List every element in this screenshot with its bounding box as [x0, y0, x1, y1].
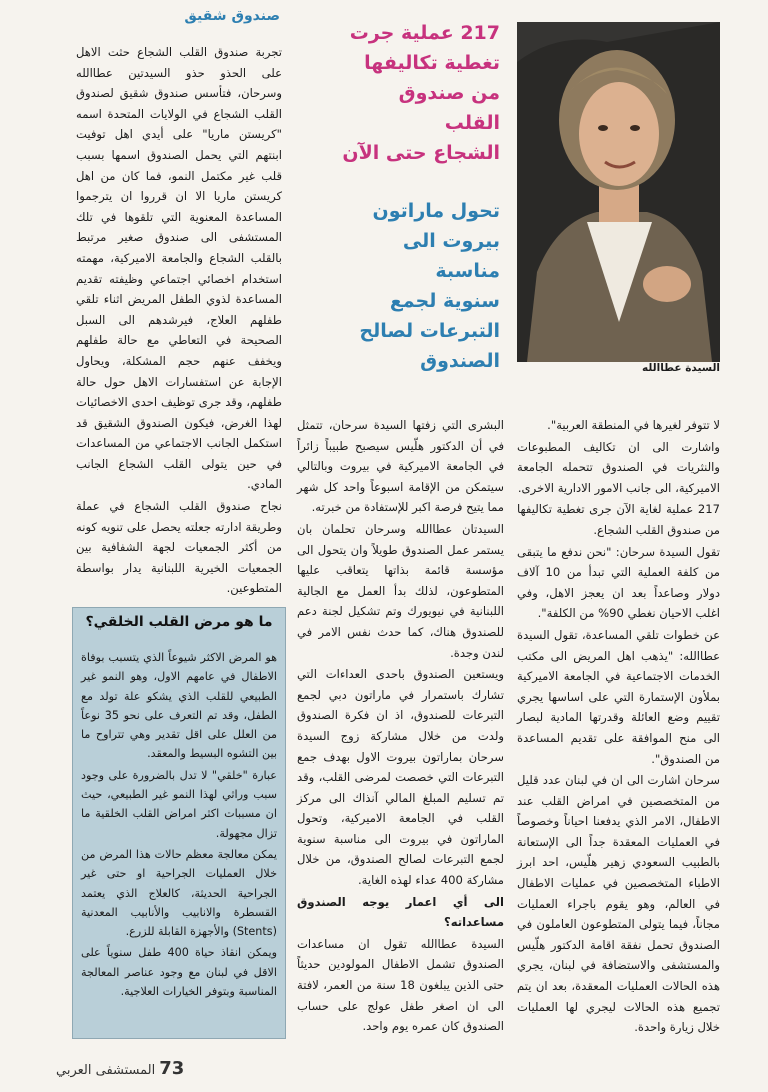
subheadline-line-4: التبرعات لصالح [359, 320, 500, 342]
article-column-right [517, 415, 720, 1039]
subheadline-line-3: سنوية لجمع [389, 290, 500, 312]
subheadline-line-5: الصندوق [420, 350, 500, 372]
article-column-middle [297, 415, 504, 1038]
magazine-name: المستشفى العربي [56, 1063, 156, 1078]
subheadline-line-2: بيروت الى مناسبة [402, 230, 500, 282]
portrait-illustration [517, 22, 720, 362]
paragraph: 217 عملية لغاية الآن جرى تغطية تكاليفها من صندوق القلب الشجاع. [517, 502, 720, 537]
paragraph: نجاح صندوق القلب الشجاع في عملة وطريقة ادارته جعلته يحصل على تنويه كونه من أكثر الجمعيات لجهة الشفافية بين الجمعيات الخيرية اللبنانية يدار بواسطة المتطوعين. [76, 499, 282, 596]
paragraph: تجربة صندوق القلب الشجاع حثت الاهل على الحذو حذو السيدتين عطاالله وسرحان، فتأسس صندوق شقيق لصندوق القلب الشجاع في الولايات المتحدة اسمه "كريستن ماريا" على أيدي اهل توفيت ابنتهم التي يحمل الصندوق اسمها بسبب قلب غير مكتمل النمو، فما كان من اهل كريستن ماريا الا ان قرروا ان يترجموا المساعدة المعنوية التي تلقوها في تلك المستشفى الى صندوق صغير مرتبط بالقلب الشجاع والجامعة الاميركية، مهمته استخدام اخصائي اجتماعي وظيفته تقديم المساعدة لذوي الطفل المريض اثناء تلقي طفلهم العلاج، فيرشدهم الى السبل الصحيحة في التعاطي مع حالة طفلهم ويخفف عنهم حجم المشكلة، ويحاول الإجابة عن استفسارات الاهل حول حالة طفلهم، وقد جرى توظيف احدى الاخصائيات لهذا الغرض، فيكون الصندوق الشقيق قد استكمل الجانب الاجتماعي من المساعدات في حين يتولى القلب الشجاع الجانب المادي. [76, 45, 282, 492]
paragraph: سرحان اشارت الى ان في لبنان عدد قليل من المتخصصين في امراض القلب عند الاطفال، الامر الذي يدفعنا احياناً وخصوصاً في العمليات المعقدة جداً الى الإستعانة بالطبيب السعودي زهير هلّيس، احد ابرز الاطباء المتخصصين في عمليات الاطفال في العالم، وهو يقوم باجراء العمليات مجاناً، فيما يتولى المتطوعون العاملون في الصندوق تحمل نفقة اقامة الدكتور هلّيس والمستشفى والاستضافة في لبنان، يجري هذه الحالات العمليات المعقدة، بعد ان يتم تجميع هذه الحالات ليجري لها العمليات خلال زيارة واحدة. [517, 773, 720, 1035]
paragraph: لا تتوفر لغيرها في المنطقة العربية". [547, 418, 720, 432]
section-title-sister-fund: صندوق شقيق [184, 8, 280, 24]
paragraph: تقول السيدة سرحان: "نحن ندفع ما يتبقى من كلفة العملية التي تبدأ من 10 آلاف دولار وصاعداً بعد ان يعجز الاهل، وفي اغلب الاحيان نغطي 90% من الكلفة". [517, 544, 720, 621]
page-number: 73 [159, 1058, 185, 1079]
paragraph: عن خطوات تلقي المساعدة، تقول السيدة عطاالله: "يذهب اهل المريض الى مكتب الخدمات الاجتماعية في الجامعة الاميركية بملأون الإستمارة التي على اساسها يجري تقييم وضع العائلة وقدرتها المادية لبصار الى منح الموافقة على تقديم المساعدة من الصندوق". [517, 627, 720, 766]
paragraph: البشرى التي زفتها السيدة سرحان، تتمثل في أن الدكتور هلّيس سيصبح طبيباً زائراً في الجامعة الاميركية في بيروت وبالتالي سيتمكن من الإقامة اسبوعاً واحد كل شهر مما يتيح فرصة اكبر للإستفادة من خبرته. [297, 418, 504, 515]
info-box-body [81, 648, 277, 1003]
article-column-left [76, 42, 282, 600]
headline-line-4: الشجاع حتى الآن [342, 142, 500, 164]
photo-caption: السيدة عطاالله [642, 362, 720, 374]
portrait-photo [517, 22, 720, 362]
paragraph: يمكن معالجة معظم حالات هذا المرض من خلال العمليات الجراحية او حتى غير الجراحية الحديثة، كالعلاج الذي يعتمد القسطرة والانابيب والأنابيب المعدنية (Stents) والأجهزة القابلة للزرع. [81, 847, 277, 939]
paragraph: ويمكن انقاذ حياة 400 طفل سنوياً على الاقل في لبنان مع وجود عناصر المعالجة المناسبة وبتوفر الخيارات العلاجية. [81, 946, 277, 999]
paragraph: السيدتان عطاالله وسرحان تحلمان بان يستمر عمل الصندوق طويلاً وان يتحول الى مؤسسة قائمة بذاتها يتعاقب عليها المتطوعون، لذلك بدأ العمل مع الجالية اللبنانية في نيويورك وتم تشكيل لجنة دعم للصندوق هناك، كما حدث نفس الامر في لندن وجدة. [297, 521, 504, 660]
paragraph: السيدة عطاالله تقول ان مساعدات الصندوق تشمل الاطفال المولودين حديثاً حتى الذين يبلغون 18 سنة من العمر، لافتة الى ان اصغر طفل عولج على حساب الصندوق كان عمره يوم واحد. [297, 936, 504, 1034]
paragraph: ويستعين الصندوق باحدى العداءات التي تشارك باستمرار في ماراتون دبي لجمع التبرعات للصندوق، اذ ان فكرة الصندوق ولدت من خلال مشاركة زوج السيدة سرحان بماراتون بيروت الاول بهدف جمع التبرعات التي خصصت لمرضى القلب، وقد تم تسليم المبلغ المالي آنذاك الى مركز القلب في الجامعة الاميركية، وتحول الماراتون في بيروت الى مناسبة سنوية لجمع التبرعات لصالح الصندوق، من خلال مشاركة 400 عداء لهذه الغاية. [297, 667, 504, 888]
paragraph: هو المرض الاكثر شيوعاً الذي يتسبب بوفاة الاطفال في عامهم الاول، وهو النمو غير الطبيعي للقلب الذي يشكو علة تولد مع الطفل، وقد تم التعرف على نحو 35 نوعاً من العلل على اقل تقدير وهي تتراوح ما بين التشوه البسيط والمعقد. [81, 651, 277, 761]
question-subheading: الى أي اعمار يوجه الصندوق مساعداته؟ [297, 894, 504, 930]
paragraph: عبارة "خلقي" لا تدل بالضرورة على وجود سبب وراثي لهذا النمو غير الطبيعي، حيث ان مسببات اكثر امراض القلب الخلقية ما تزال مجهولة. [81, 768, 277, 840]
headline-line-1: 217 عملية جرت [349, 22, 500, 44]
info-box [72, 607, 286, 1039]
info-box-title: ما هو مرض القلب الخلقي؟ [85, 614, 273, 630]
article-headline [340, 18, 500, 376]
headline-line-3: من صندوق القلب [398, 82, 500, 134]
page-footer [56, 1058, 184, 1084]
subheadline-line-1: تحول ماراتون [372, 200, 500, 222]
paragraph: واشارت الى ان تكاليف المطبوعات والنثريات في الصندوق تتحمله الجامعة الاميركية، الى جانب الامور الادارية الاخرى. [517, 439, 720, 495]
headline-line-2: تغطية تكاليفها [364, 52, 500, 74]
